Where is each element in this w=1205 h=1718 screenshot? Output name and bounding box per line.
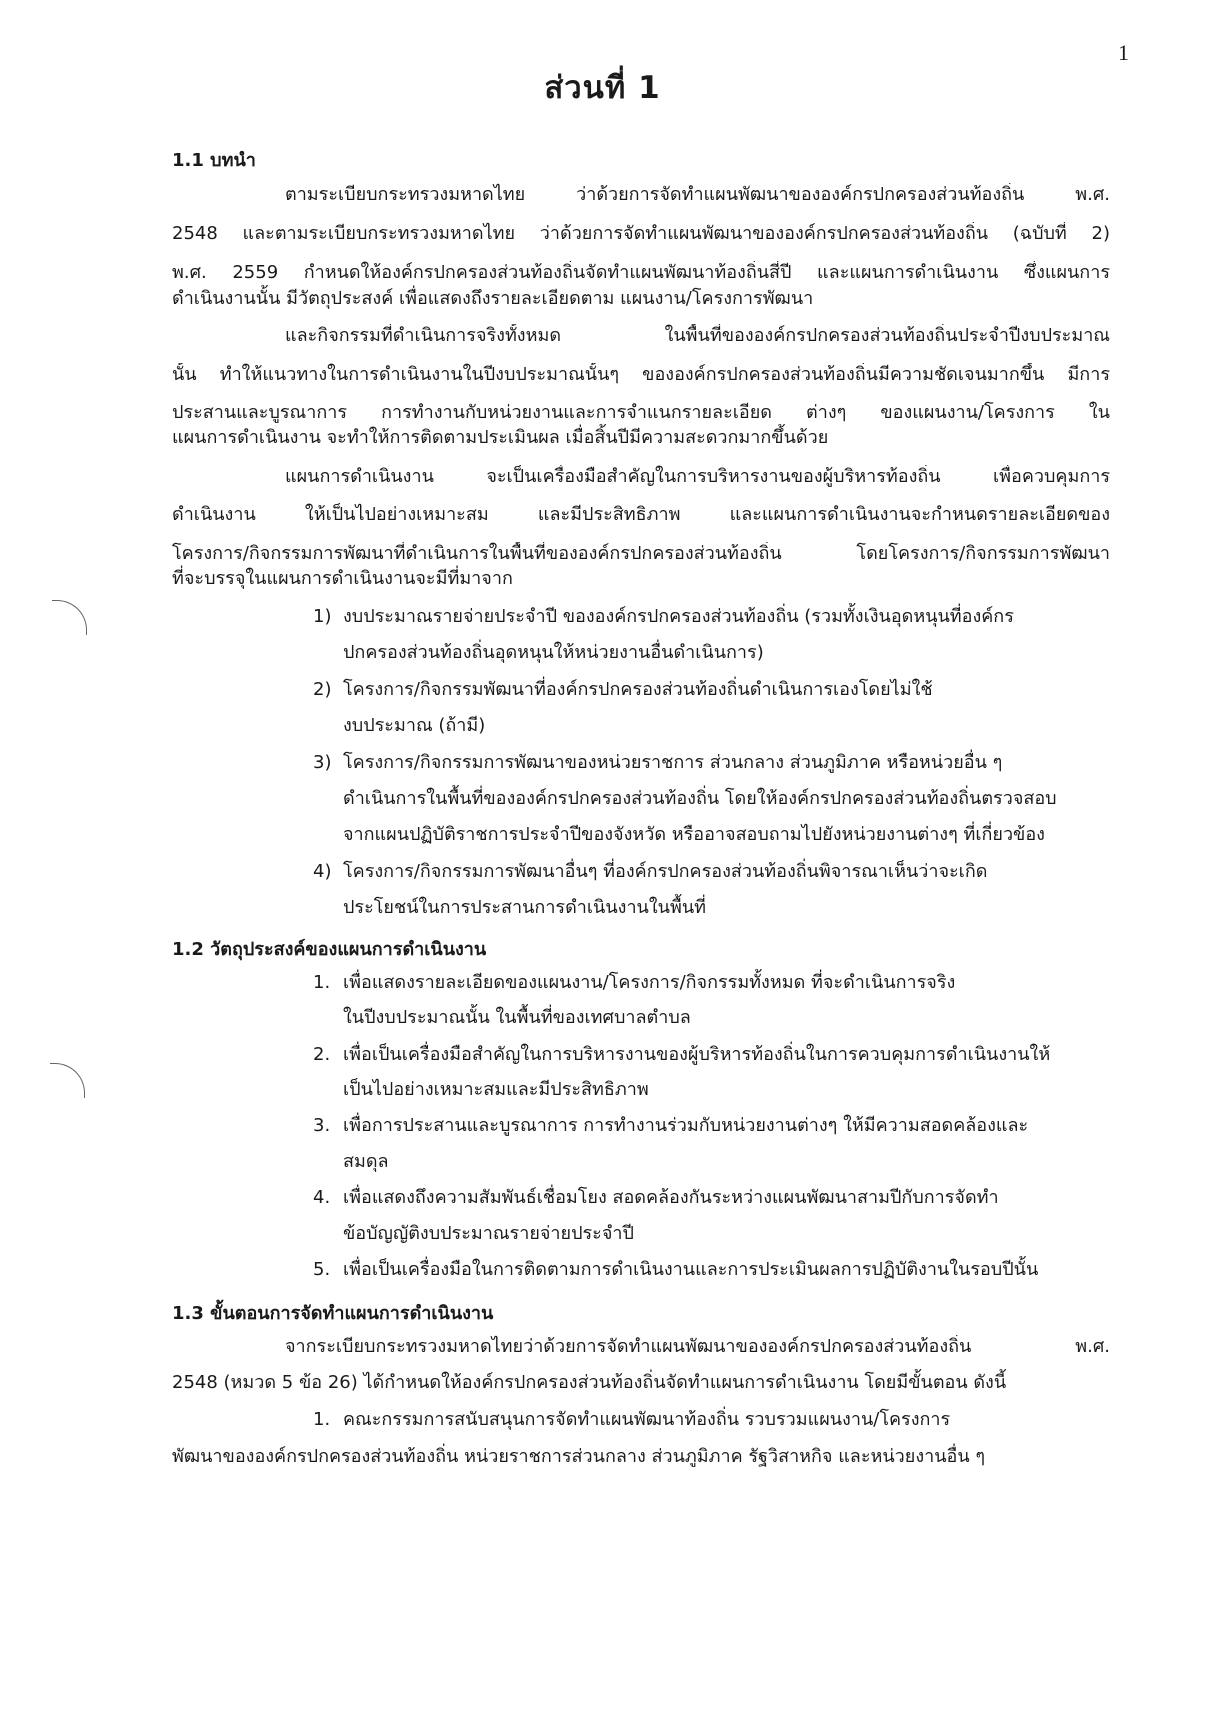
list-item-number: 4): [313, 861, 332, 882]
list-item-text: งบประมาณ (ถ้ามี): [343, 715, 486, 736]
list-item-number: 2): [313, 679, 332, 700]
paragraph-line: 2548 (หมวด 5 ข้อ 26) ได้กำหนดให้องค์กรปกครองส่วนท้องถิ่นจัดทำแผนการดำเนินงาน โดยมีขั้นตอน ดังนี้: [172, 1372, 1007, 1393]
list-item-number: 1.: [313, 972, 331, 993]
page-number: 1: [1118, 40, 1129, 65]
section-heading-1-2: 1.2 วัตถุประสงค์ของแผนการดำเนินงาน: [172, 939, 487, 960]
paragraph-line: จากระเบียบกระทรวงมหาดไทยว่าด้วยการจัดทำแผนพัฒนาขององค์กรปกครองส่วนท้องถิ่น พ.ศ.: [285, 1336, 1110, 1357]
paragraph-line: 2548 และตามระเบียบกระทรวงมหาดไทย ว่าด้วยการจัดทำแผนพัฒนาขององค์กรปกครองส่วนท้องถิ่น (ฉบับที่ 2): [172, 223, 1110, 244]
list-item-text: เพื่อแสดงรายละเอียดของแผนงาน/โครงการ/กิจกรรมทั้งหมด ที่จะดำเนินการจริง: [343, 972, 956, 993]
list-item-number: 3.: [313, 1115, 331, 1136]
list-item-text: เพื่อเป็นเครื่องมือสำคัญในการบริหารงานของผู้บริหารท้องถิ่นในการควบคุมการดำเนินงานให้: [343, 1044, 1051, 1065]
paragraph-line: พ.ศ. 2559 กำหนดให้องค์กรปกครองส่วนท้องถิ่นจัดทำแผนพัฒนาท้องถิ่นสี่ปี และแผนการดำเนินงาน ซึ่งแผนการ: [172, 262, 1110, 283]
paragraph-line: ที่จะบรรจุในแผนการดำเนินงานจะมีที่มาจาก: [172, 568, 513, 589]
paragraph-line: ตามระเบียบกระทรวงมหาดไทย ว่าด้วยการจัดทำแผนพัฒนาขององค์กรปกครองส่วนท้องถิ่น พ.ศ.: [285, 184, 1110, 205]
paragraph-line: ประสานและบูรณาการ การทำงานกับหน่วยงานและการจำแนกรายละเอียด ต่างๆ ของแผนงาน/โครงการ ใน: [172, 402, 1110, 423]
list-item-text: ในปีงบประมาณนั้น ในพื้นที่ของเทศบาลตำบล: [343, 1007, 691, 1028]
paragraph-line: ดำเนินงาน ให้เป็นไปอย่างเหมาะสม และมีประสิทธิภาพ และแผนการดำเนินงานจะกำหนดรายละเอียดของ: [172, 504, 1110, 525]
list-item-text: เพื่อการประสานและบูรณาการ การทำงานร่วมกับหน่วยงานต่างๆ ให้มีความสอดคล้องและ: [343, 1115, 1029, 1136]
list-item-text: โครงการ/กิจกรรมการพัฒนาอื่นๆ ที่องค์กรปกครองส่วนท้องถิ่นพิจารณาเห็นว่าจะเกิด: [343, 861, 988, 882]
list-item-text: ข้อบัญญัติงบประมาณรายจ่ายประจำปี: [343, 1223, 634, 1244]
list-item-text: โครงการ/กิจกรรมการพัฒนาของหน่วยราชการ ส่วนกลาง ส่วนภูมิภาค หรือหน่วยอื่น ๆ: [343, 752, 1003, 773]
punch-hole-mark-top: [52, 600, 87, 635]
list-item-text: ประโยชน์ในการประสานการดำเนินงานในพื้นที่: [343, 897, 706, 918]
list-item-text: เพื่อเป็นเครื่องมือในการติดตามการดำเนินงานและการประเมินผลการปฏิบัติงานในรอบปีนั้น: [343, 1259, 1039, 1280]
paragraph-line: นั้น ทำให้แนวทางในการดำเนินงานในปีงบประมาณนั้นๆ ขององค์กรปกครองส่วนท้องถิ่นมีความชัดเจนมากขึ้น มีการ: [172, 364, 1110, 385]
paragraph-line: แผนการดำเนินงาน จะทำให้การติดตามประเมินผล เมื่อสิ้นปีมีความสะดวกมากขึ้นด้วย: [172, 427, 829, 448]
list-item-text: ปกครองส่วนท้องถิ่นอุดหนุนให้หน่วยงานอื่นดำเนินการ): [343, 642, 764, 663]
list-item-number: 1.: [313, 1409, 331, 1430]
section-heading-1-3: 1.3 ขั้นตอนการจัดทำแผนการดำเนินงาน: [172, 1303, 494, 1324]
list-item-text: คณะกรรมการสนับสนุนการจัดทำแผนพัฒนาท้องถิ่น รวบรวมแผนงาน/โครงการ: [343, 1409, 951, 1430]
list-item-number: 4.: [313, 1187, 331, 1208]
list-item-number: 2.: [313, 1044, 331, 1065]
section-heading-1-1: 1.1 บทนำ: [172, 150, 256, 171]
paragraph-line: ดำเนินงานนั้น มีวัตถุประสงค์ เพื่อแสดงถึงรายละเอียดตาม แผนงาน/โครงการพัฒนา: [172, 288, 814, 309]
list-item-text: เพื่อแสดงถึงความสัมพันธ์เชื่อมโยง สอดคล้องกันระหว่างแผนพัฒนาสามปีกับการจัดทำ: [343, 1187, 999, 1208]
paragraph-line: พัฒนาขององค์กรปกครองส่วนท้องถิ่น หน่วยราชการส่วนกลาง ส่วนภูมิภาค รัฐวิสาหกิจ และหน่วยงานอื่น ๆ: [172, 1446, 986, 1467]
punch-hole-mark-bottom: [50, 1063, 85, 1098]
page-title: ส่วนที่ 1: [544, 70, 661, 106]
list-item-number: 3): [313, 752, 332, 773]
list-item-text: จากแผนปฏิบัติราชการประจำปีของจังหวัด หรืออาจสอบถามไปยังหน่วยงานต่างๆ ที่เกี่ยวข้อง: [343, 824, 1045, 845]
paragraph-line: และกิจกรรมที่ดำเนินการจริงทั้งหมด ในพื้นที่ขององค์กรปกครองส่วนท้องถิ่นประจำปีงบประมาณ: [285, 325, 1110, 346]
list-item-number: 1): [313, 606, 332, 627]
paragraph-line: แผนการดำเนินงาน จะเป็นเครื่องมือสำคัญในการบริหารงานของผู้บริหารท้องถิ่น เพื่อควบคุมการ: [285, 466, 1110, 487]
list-item-text: โครงการ/กิจกรรมพัฒนาที่องค์กรปกครองส่วนท้องถิ่นดำเนินการเองโดยไม่ใช้: [343, 679, 933, 700]
list-item-number: 5.: [313, 1259, 331, 1280]
list-item-text: สมดุล: [343, 1151, 389, 1172]
list-item-text: งบประมาณรายจ่ายประจำปี ขององค์กรปกครองส่วนท้องถิ่น (รวมทั้งเงินอุดหนุนที่องค์กร: [343, 606, 1014, 627]
list-item-text: ดำเนินการในพื้นที่ขององค์กรปกครองส่วนท้องถิ่น โดยให้องค์กรปกครองส่วนท้องถิ่นตรวจสอบ: [343, 788, 1057, 809]
paragraph-line: โครงการ/กิจกรรมการพัฒนาที่ดำเนินการในพื้นที่ขององค์กรปกครองส่วนท้องถิ่น โดยโครงการ/กิจกรรมการพัฒนา: [172, 543, 1110, 564]
list-item-text: เป็นไปอย่างเหมาะสมและมีประสิทธิภาพ: [343, 1079, 649, 1100]
